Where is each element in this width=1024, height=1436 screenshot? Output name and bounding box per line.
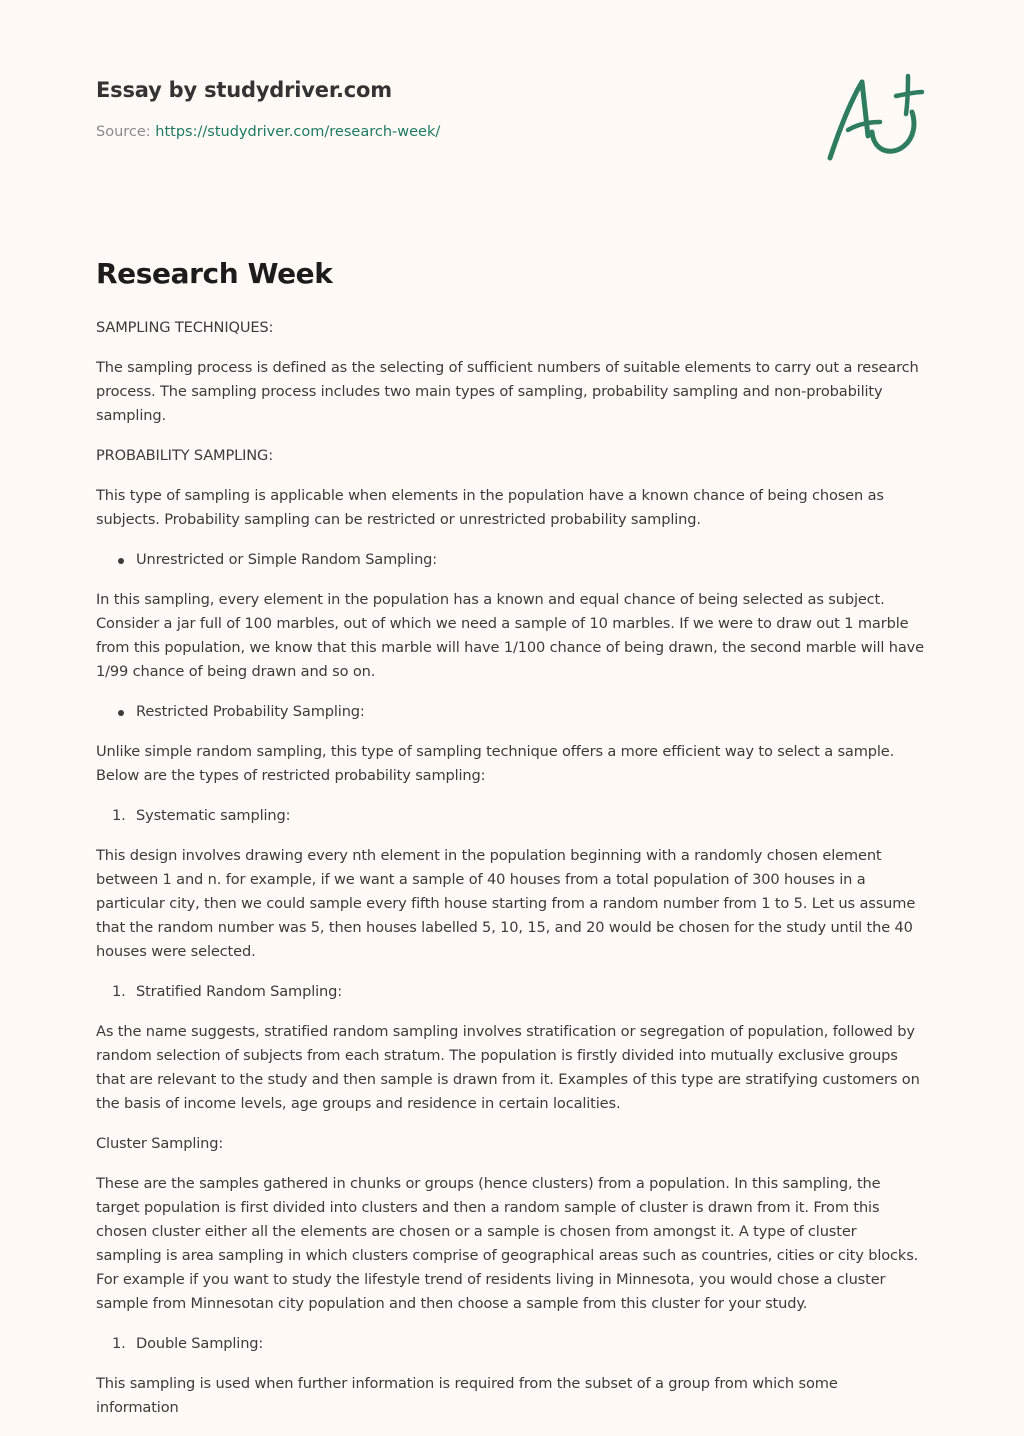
article-title: Research Week (96, 257, 333, 290)
list-number: 1. (112, 807, 126, 824)
source-link[interactable]: https://studydriver.com/research-week/ (155, 124, 441, 140)
a-plus-grade-icon (822, 66, 932, 166)
article (96, 254, 924, 1436)
source-line (96, 122, 936, 142)
numbered-list-item (96, 980, 924, 1004)
list-item-text: Double Sampling: (136, 1335, 264, 1352)
list-item-text: Systematic sampling: (136, 807, 291, 824)
bullet-list-item (96, 548, 924, 572)
paragraph: The sampling process is defined as the selecting of sufficient numbers of suitable elements to carry out a research process. The sampling process includes two main types of sampling, probability sampling and non-probability sampling. (96, 359, 919, 424)
paragraph: Unlike simple random sampling, this type of sampling technique offers a more efficient way to select a sample. Below are the types of restricted probability sampling: (96, 743, 895, 784)
list-item-text: Stratified Random Sampling: (136, 983, 343, 1000)
paragraph: In this sampling, every element in the population has a known and equal chance of being selected as subject. Consider a jar full of 100 marbles, out of which we need a sample of 10 marbles. If we were to draw out 1 marble from this population, we know that this marble will have 1/100 chance of being drawn, the second marble will have 1/99 chance of being drawn and so on. (96, 591, 924, 680)
bullet-icon (118, 710, 124, 716)
numbered-list-item (96, 1332, 924, 1356)
paragraph: These are the samples gathered in chunks or groups (hence clusters) from a population. In this sampling, the target population is first divided into clusters and then a random sample of cluster is drawn from it. From this chosen cluster either all the elements are chosen or a sample is chosen from amongst it. A type of cluster sampling is area sampling in which clusters comprise of geographical areas such as countries, cities or city blocks. For example if you want to study the lifestyle trend of residents living in Minnesota, you would chose a cluster sample from Minnesotan city population and then choose a sample from this cluster for your study. (96, 1175, 919, 1312)
list-number: 1. (112, 1335, 126, 1352)
paragraph: PROBABILITY SAMPLING: (96, 447, 273, 464)
paragraph: This design involves drawing every nth element in the population beginning with a randomly chosen element between 1 and n. for example, if we want a sample of 40 houses from a total population of 300 houses in a particular city, then we could sample every fifth house starting from a random number from 1 to 5. Let us assume that the random number was 5, then houses labelled 5, 10, 15, and 20 would be chosen for the study until the 40 houses were selected. (96, 847, 916, 960)
bullet-icon (118, 558, 124, 564)
bullet-list-item (96, 700, 924, 724)
numbered-list-item (96, 804, 924, 828)
list-number: 1. (112, 983, 126, 1000)
paragraph: Cluster Sampling: (96, 1135, 224, 1152)
article-body (96, 316, 924, 1420)
site-title: Essay by studydriver.com (96, 78, 392, 102)
list-item-text: Unrestricted or Simple Random Sampling: (136, 551, 438, 568)
page-header (96, 74, 936, 142)
paragraph: As the name suggests, stratified random sampling involves stratification or segregation of population, followed by random selection of subjects from each stratum. The population is firstly divided into mutually exclusive groups that are relevant to the study and then sample is drawn from it. Examples of this type are stratifying customers on the basis of income levels, age groups and residence in certain localities. (96, 1023, 920, 1112)
paragraph: This sampling is used when further information is required from the subset of a group from which some information (96, 1375, 838, 1416)
paragraph: SAMPLING TECHNIQUES: (96, 319, 274, 336)
paragraph: This type of sampling is applicable when elements in the population have a known chance of being chosen as subjects. Probability sampling can be restricted or unrestricted probability sampling. (96, 487, 884, 528)
list-item-text: Restricted Probability Sampling: (136, 703, 365, 720)
source-label: Source: (96, 124, 156, 140)
